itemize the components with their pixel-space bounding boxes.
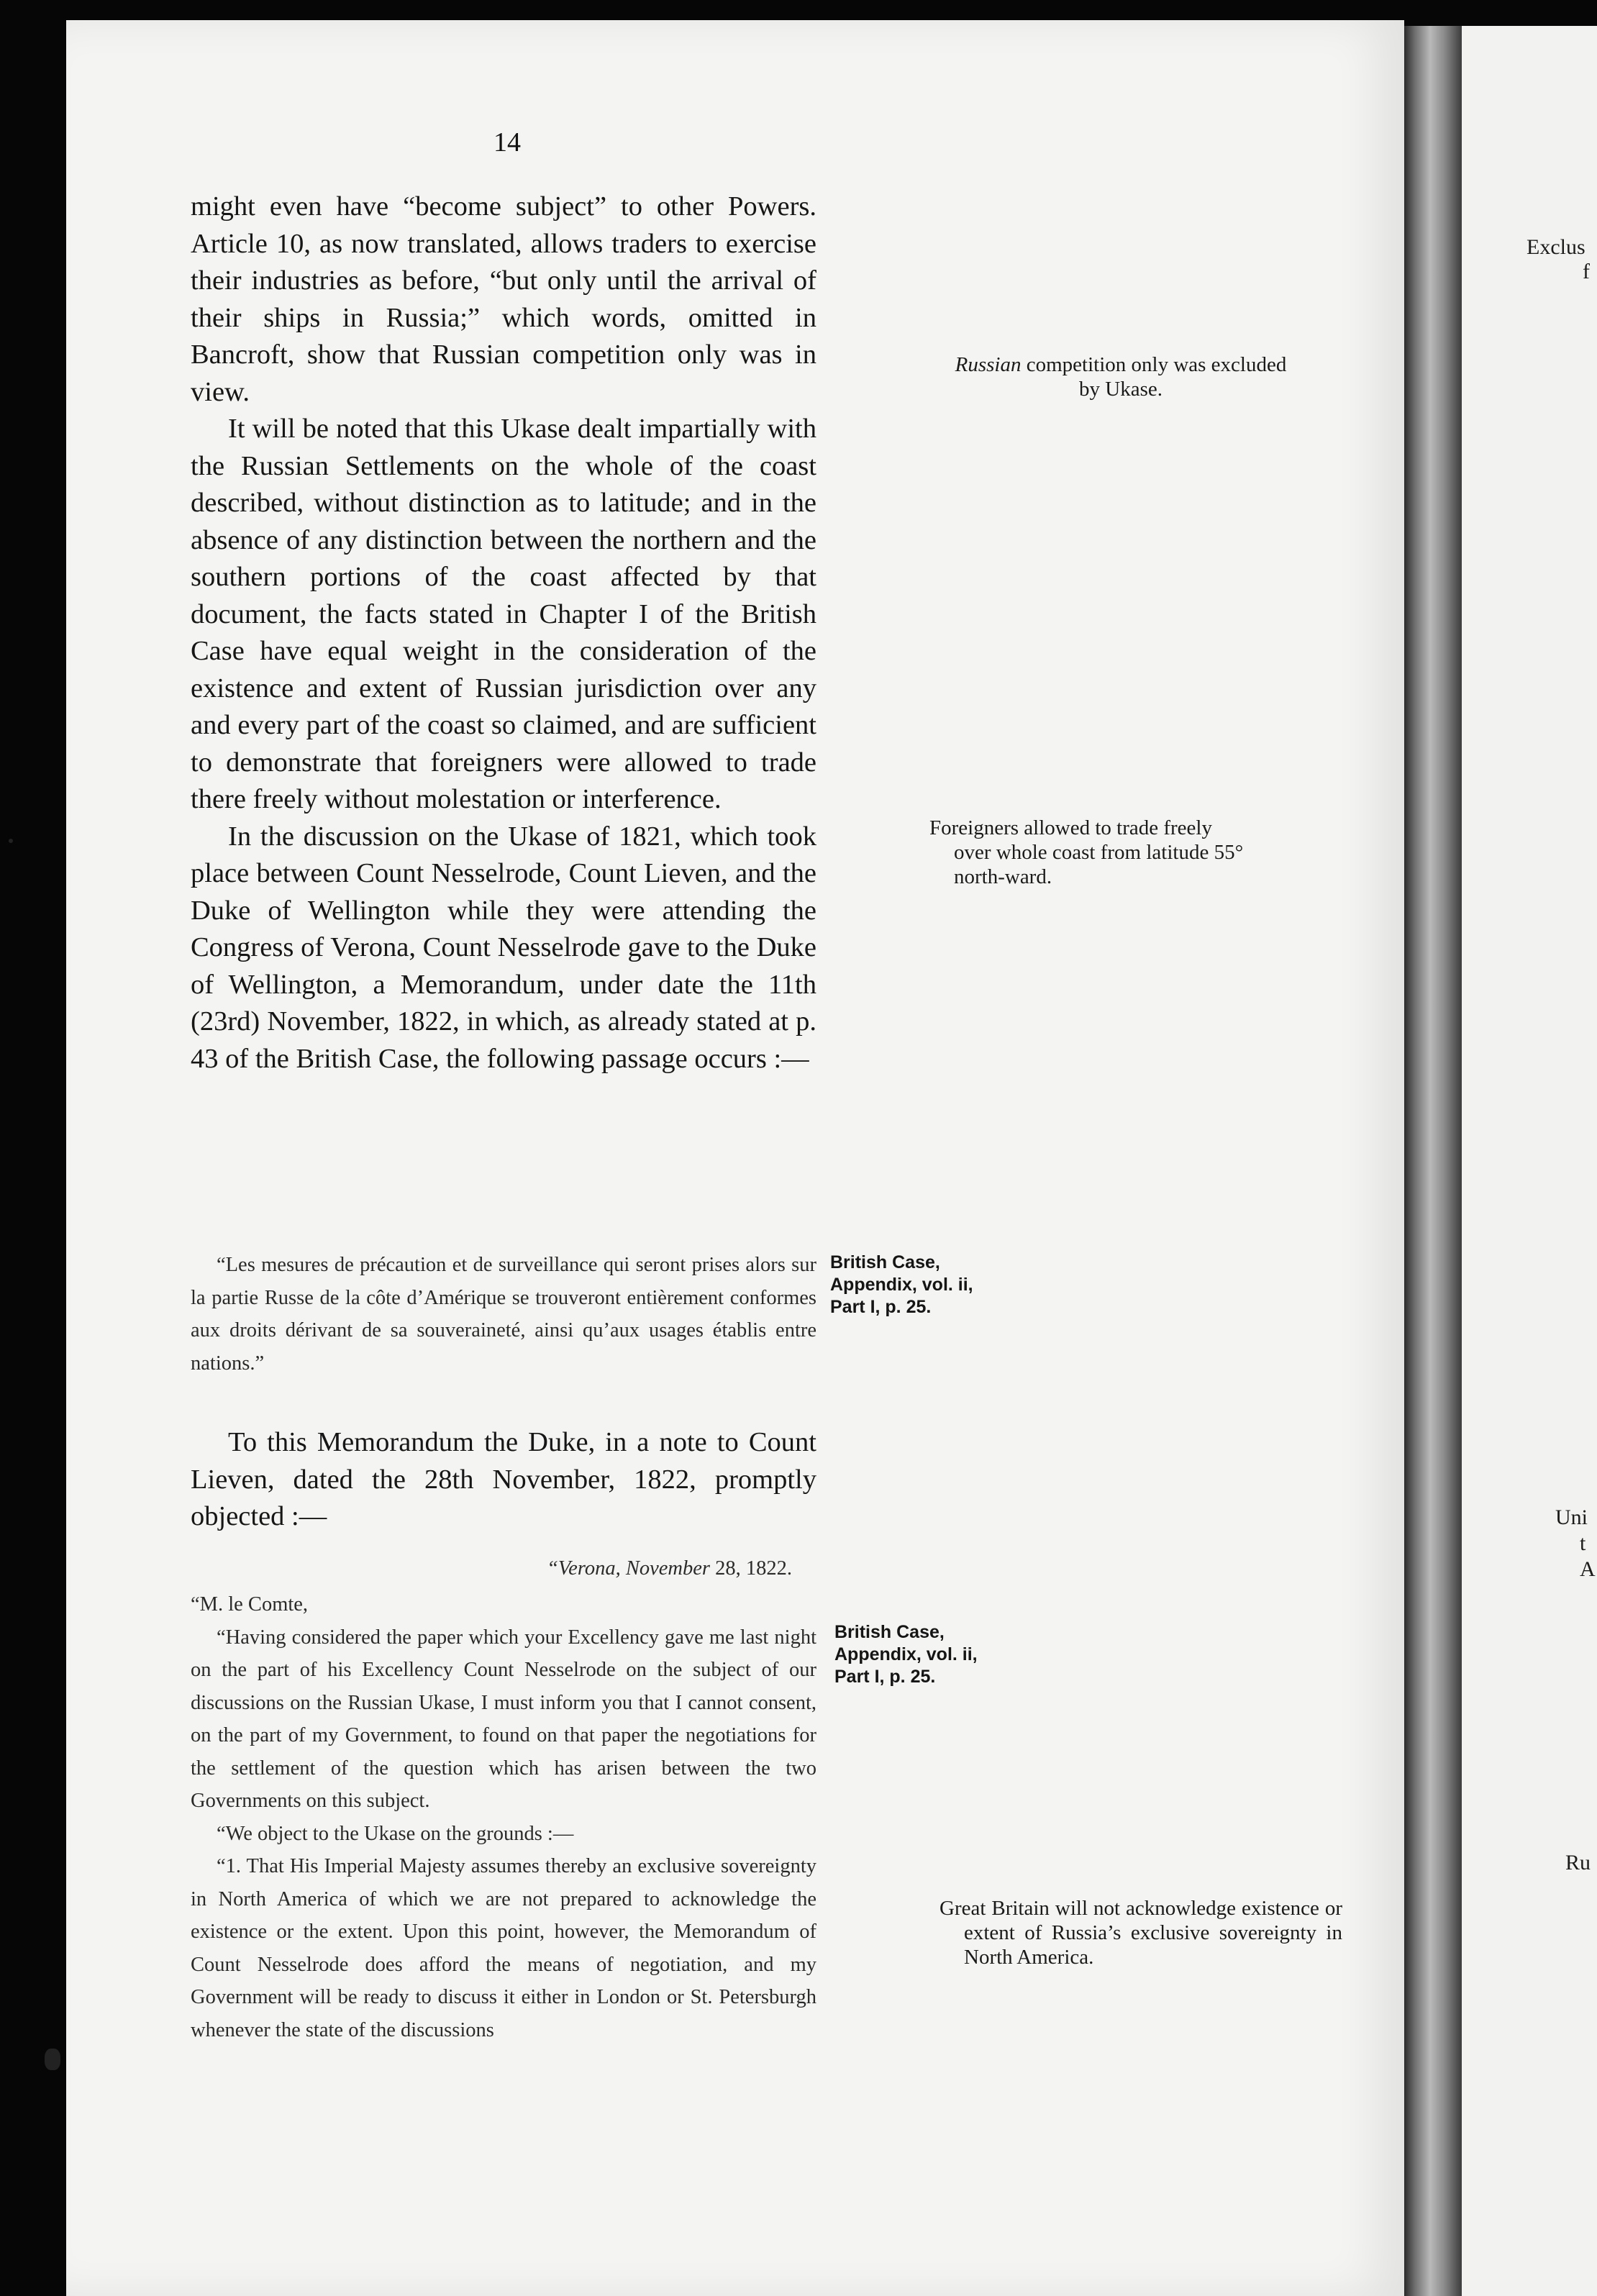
adjacent-page-fragment: Ru: [1565, 1851, 1591, 1874]
paragraph: It will be noted that this Ukase dealt impartially with the Russian Settlements on the whole of the coast described, without distinction as to latitude; and in the absence of any distinction between the northern and the southern portions of the coast affected by that document, the facts stated in Chapter I of the British Case have equal weight in the consideration of the existence and extent of Russian jurisdiction over any and every part of the coast so claimed, and are sufficient to demonstrate that foreigners were allowed to trade there freely without molestation or interference.: [191, 414, 816, 814]
scan-blot: [45, 2049, 60, 2070]
citation-line: Appendix, vol. ii,: [834, 1644, 978, 1664]
paragraph: In the discussion on the Ukase of 1821, which took place between Count Nesselrode, Count Lieven, and the Duke of Wellington while they were attending the Congress of Verona, Count Nesselrode gave to the Duke of Wellington, a Memorandum, under date the 11th (23rd) November, 1822, in which, as already stated at p. 43 of the British Case, the following passage occurs :—: [191, 821, 816, 1074]
citation-1: [830, 1252, 973, 1318]
adjacent-page-fragment: A: [1580, 1557, 1596, 1581]
margin-note-italic: Russian: [955, 353, 1022, 376]
margin-note-3: [939, 1896, 1342, 1969]
adjacent-page-fragment: f: [1583, 260, 1590, 283]
citation-line: Part I, p. 25.: [830, 1297, 932, 1317]
margin-note-text: competition only was excluded: [1021, 353, 1287, 376]
scan-speck: [9, 839, 13, 843]
margin-note-2: [929, 816, 1332, 889]
margin-note-text: north-ward.: [954, 865, 1052, 888]
margin-note-text: Great Britain will not acknowledge existence or extent of Russia’s exclusive sovereignty in North America.: [939, 1897, 1342, 1969]
adjacent-page-fragment: Uni: [1555, 1505, 1588, 1529]
letter-dateline: [191, 1552, 792, 1585]
citation-line: British Case,: [830, 1252, 940, 1272]
letter-body: [191, 1588, 816, 2046]
adjacent-page-edge: [1462, 26, 1597, 2296]
letter-paragraph: “Having considered the paper which your Excellency gave me last night on the part of his Excellency Count Nesselrode on the subject of our discussions on the Russian Ukase, I must inform you that I cannot consent, on the part of my Government, to found on that paper the negotiations for the settlement of the question which has arisen between the two Governments on this subject.: [191, 1626, 816, 1812]
page-number: 14: [493, 127, 521, 158]
citation-line: British Case,: [834, 1622, 945, 1642]
margin-note-text: by Ukase.: [1079, 378, 1163, 401]
margin-note-text: over whole coast from latitude 55°: [954, 841, 1244, 864]
paragraph: might even have “become subject” to other Powers. Article 10, as now translated, allows traders to exercise their industries as before, “but only until the arrival of their ships in Russia;” which words, omitted in Bancroft, show that Russian competition only was in view.: [191, 191, 816, 407]
letter-paragraph: “1. That His Imperial Majesty assumes thereby an exclusive sovereignty in North America of which we are not prepared to acknowledge the existence or the extent. Upon this point, however, the Memorandum of Count Nesselrode does afford the means of negotiation, and my Government will be ready to discuss it either in London or St. Petersburgh whenever the state of the discussions: [191, 1855, 816, 2041]
letter-salutation: “M. le Comte,: [191, 1593, 309, 1616]
dateline-place: “Verona, November: [547, 1557, 710, 1580]
margin-note-text: Foreigners allowed to trade freely: [929, 816, 1212, 839]
citation-line: Part I, p. 25.: [834, 1667, 936, 1687]
adjacent-page-fragment: t: [1580, 1531, 1586, 1555]
dateline-date: 28, 1822.: [715, 1557, 792, 1580]
citation-2: [834, 1621, 978, 1688]
paragraph: To this Memorandum the Duke, in a note to Count Lieven, dated the 28th November, 1822, promptly objected :—: [191, 1427, 816, 1531]
book-spine-gutter: [1404, 26, 1462, 2296]
citation-line: Appendix, vol. ii,: [830, 1275, 973, 1295]
body-text-block-1: [191, 188, 816, 1074]
adjacent-page-fragment: Exclus: [1527, 235, 1585, 259]
margin-note-1: [912, 352, 1329, 401]
french-quotation: “Les mesures de précaution et de surveillance qui seront prises alors sur la partie Russe de la côte d’Amérique se trouveront entièrement conformes aux droits dérivant de sa souveraineté, ainsi qu’aux usages établis entre nations.”: [191, 1254, 816, 1375]
letter-paragraph: “We object to the Ukase on the grounds :—: [217, 1822, 574, 1845]
